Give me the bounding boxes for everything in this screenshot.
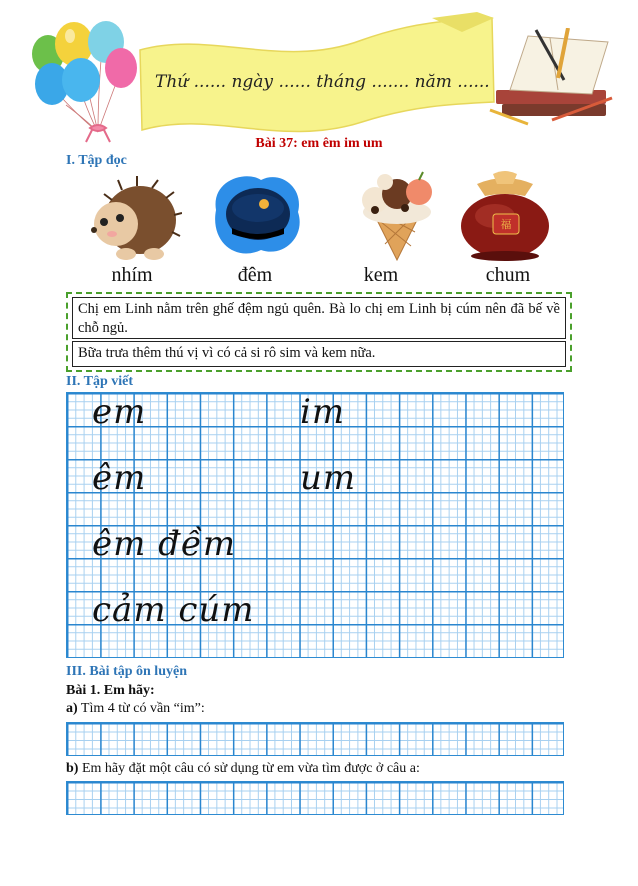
word-chum: chum	[485, 264, 531, 286]
svg-text:福: 福	[500, 218, 512, 231]
date-line: Thứ ...... ngày ...... tháng ....... năm ......	[155, 72, 490, 92]
section-reading-heading: I. Tập đọc	[66, 153, 127, 168]
writing-sample-um: um	[300, 458, 357, 498]
ice-cream-image	[345, 170, 445, 262]
word-kem: kem	[363, 264, 399, 286]
exercise-1b-text: Em hãy đặt một câu có sử dụng từ em vừa tìm được ở câu a:	[81, 761, 420, 776]
exercise-1b-prompt	[66, 761, 420, 777]
reading-passage-1: Chị em Linh nằm trên ghế đệm ngủ quên. Bà lo chị em Linh bị cúm nên đã bế về chỗ ngủ.	[72, 297, 566, 339]
balloons-illustration	[26, 20, 138, 150]
night-image	[206, 170, 306, 262]
answer-grid-1a[interactable]	[66, 722, 564, 756]
jar-image	[455, 170, 555, 262]
writing-sample-em: em	[92, 392, 147, 432]
exercise-1a-prompt	[66, 701, 205, 717]
exercise-1a-label: a)	[66, 701, 78, 716]
answer-grid-1b[interactable]	[66, 781, 564, 815]
section-exercises-heading: III. Bài tập ôn luyện	[66, 664, 187, 679]
lesson-title: Bài 37: em êm im um	[255, 136, 383, 151]
books-illustration	[488, 28, 616, 128]
hedgehog-image	[82, 170, 182, 262]
writing-sample-em-hat: êm	[92, 458, 147, 498]
word-nhim: nhím	[111, 264, 153, 286]
writing-sample-em-dem: êm đềm	[92, 524, 237, 564]
reading-passage-box	[66, 292, 572, 372]
exercise-1-title: Bài 1. Em hãy:	[66, 683, 155, 698]
writing-sample-cam-cum: cảm cúm	[92, 590, 255, 630]
writing-sample-im: im	[300, 392, 346, 432]
word-dem: đêm	[237, 264, 273, 286]
reading-passage-2: Bữa trưa thêm thú vị vì có cả si rô sim và kem nữa.	[72, 341, 566, 367]
exercise-1a-text: Tìm 4 từ có vần “im”:	[80, 701, 205, 716]
exercise-1b-label: b)	[66, 761, 79, 776]
section-writing-heading: II. Tập viết	[66, 374, 134, 389]
